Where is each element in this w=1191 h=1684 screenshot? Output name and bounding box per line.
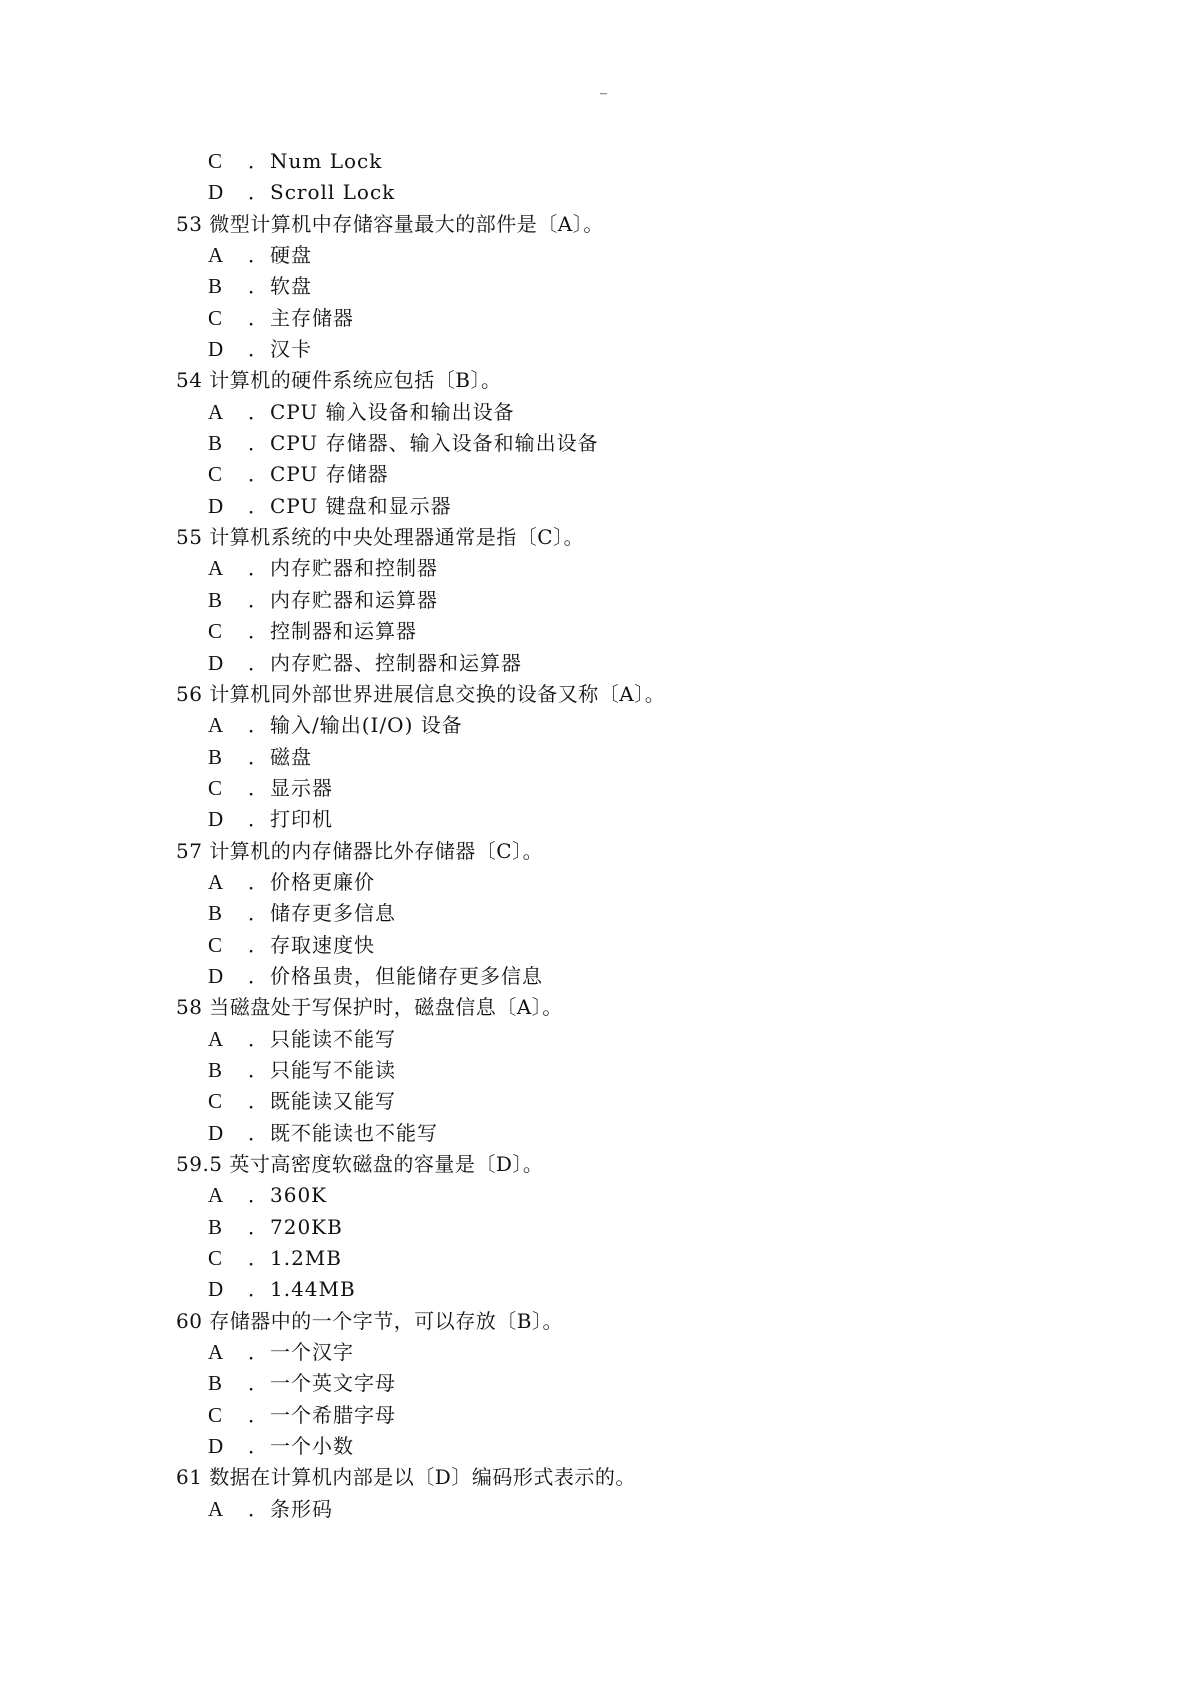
option-separator: ． (248, 1402, 268, 1427)
option-line (176, 1086, 1076, 1117)
option-line (176, 898, 1076, 929)
option-letter: C (208, 149, 223, 173)
option-letter: D (208, 963, 224, 988)
option-line (176, 742, 1076, 773)
option-line (176, 459, 1076, 490)
option-letter: C (208, 305, 223, 330)
option-separator: ． (248, 1246, 268, 1271)
option-line (176, 1243, 1076, 1274)
option-letter: A (208, 869, 224, 894)
option-letter: D (208, 493, 224, 518)
option-letter: B (208, 274, 223, 299)
option-text: 一个英文字母 (270, 1371, 396, 1396)
option-text: 一个希腊字母 (270, 1402, 396, 1427)
option-line (176, 1024, 1076, 1055)
question-line: 56 计算机同外部世界进展信息交换的设备又称〔A〕。 (176, 681, 666, 706)
option-separator: ． (248, 462, 268, 487)
option-letter: C (208, 1246, 223, 1271)
option-line (176, 491, 1076, 522)
page-header-mark: – (600, 86, 607, 101)
option-separator: ． (248, 650, 268, 675)
option-text: Num Lock (270, 149, 383, 173)
option-text: CPU 输入设备和输出设备 (270, 399, 515, 424)
option-separator: ． (248, 1183, 268, 1208)
option-text: 一个小数 (270, 1434, 354, 1459)
option-separator: ． (248, 556, 268, 581)
option-letter: A (208, 1496, 224, 1521)
option-line (176, 961, 1076, 992)
option-text: 汉卡 (270, 337, 312, 362)
option-separator: ． (248, 1057, 268, 1082)
option-letter: D (208, 650, 224, 675)
option-text: 既不能读也不能写 (270, 1120, 438, 1145)
option-text: 价格更廉价 (270, 869, 375, 894)
option-letter: B (208, 901, 223, 926)
option-separator: ． (248, 1214, 268, 1239)
option-letter: D (208, 1120, 224, 1145)
option-line (176, 1055, 1076, 1086)
option-letter: A (208, 1026, 224, 1051)
option-line (176, 271, 1076, 302)
option-line (176, 1400, 1076, 1431)
option-separator: ． (248, 1340, 268, 1365)
option-text: 主存储器 (270, 305, 354, 330)
option-letter: C (208, 462, 223, 487)
option-separator: ． (248, 901, 268, 926)
question-line: 53 微型计算机中存储容量最大的部件是〔A〕。 (176, 211, 604, 236)
option-separator: ． (248, 1026, 268, 1051)
option-separator: ． (248, 305, 268, 330)
option-separator: ． (248, 713, 268, 738)
option-line (176, 648, 1076, 679)
option-line (176, 177, 1076, 208)
option-letter: D (208, 1434, 224, 1459)
option-separator: ． (248, 744, 268, 769)
option-line (176, 1337, 1076, 1368)
option-separator: ． (248, 1496, 268, 1521)
option-line (176, 930, 1076, 961)
option-separator: ． (248, 587, 268, 612)
option-line (176, 334, 1076, 365)
option-separator: ． (248, 431, 268, 456)
question-line: 61 数据在计算机内部是以〔D〕编码形式表示的。 (176, 1465, 636, 1490)
option-separator: ． (248, 1277, 268, 1302)
option-text: 720KB (270, 1214, 343, 1239)
option-separator: ． (248, 149, 268, 173)
option-letter: A (208, 1340, 224, 1365)
option-separator: ． (248, 180, 268, 205)
option-text: CPU 存储器 (270, 462, 389, 487)
option-text: 输入/输出(I/O) 设备 (270, 713, 463, 738)
option-separator: ． (248, 1434, 268, 1459)
option-line (176, 428, 1076, 459)
option-letter: D (208, 807, 224, 832)
option-separator: ． (248, 619, 268, 644)
option-text: 磁盘 (270, 744, 312, 769)
option-text: CPU 存储器、输入设备和输出设备 (270, 431, 599, 456)
document-body (176, 146, 1076, 1525)
option-line (176, 1368, 1076, 1399)
option-text: 内存贮器和控制器 (270, 556, 438, 581)
option-separator: ． (248, 1089, 268, 1114)
question-line: 54 计算机的硬件系统应包括〔B〕。 (176, 368, 502, 393)
option-separator: ． (248, 775, 268, 800)
option-separator: ． (248, 963, 268, 988)
question-line: 58 当磁盘处于写保护时，磁盘信息〔A〕。 (176, 995, 563, 1020)
option-text: 一个汉字 (270, 1340, 354, 1365)
option-letter: D (208, 180, 224, 205)
option-letter: A (208, 1183, 224, 1208)
option-separator: ． (248, 274, 268, 299)
option-letter: B (208, 587, 223, 612)
option-letter: C (208, 1089, 223, 1114)
option-text: 既能读又能写 (270, 1089, 396, 1114)
option-separator: ． (248, 807, 268, 832)
option-letter: C (208, 619, 223, 644)
option-letter: B (208, 1057, 223, 1082)
option-letter: C (208, 775, 223, 800)
question-line: 59.5 英寸高密度软磁盘的容量是〔D〕。 (176, 1152, 544, 1176)
option-line (176, 146, 1076, 177)
option-separator: ． (248, 869, 268, 894)
option-line (176, 553, 1076, 584)
option-text: 360K (270, 1183, 328, 1208)
option-letter: A (208, 243, 224, 268)
option-letter: C (208, 932, 223, 957)
option-line (176, 1274, 1076, 1305)
option-text: CPU 键盘和显示器 (270, 493, 452, 518)
option-line (176, 397, 1076, 428)
option-line (176, 710, 1076, 741)
option-line (176, 1118, 1076, 1149)
option-letter: B (208, 1371, 223, 1396)
option-text: 内存贮器和运算器 (270, 587, 438, 612)
option-text: 只能读不能写 (270, 1026, 396, 1051)
option-text: 内存贮器、控制器和运算器 (270, 650, 522, 675)
option-letter: D (208, 1277, 224, 1302)
option-separator: ． (248, 1120, 268, 1145)
option-line (176, 804, 1076, 835)
option-line (176, 303, 1076, 334)
option-text: 软盘 (270, 274, 312, 299)
option-line (176, 1431, 1076, 1462)
option-line (176, 1494, 1076, 1525)
option-letter: A (208, 399, 224, 424)
option-text: 只能写不能读 (270, 1057, 396, 1082)
question-line: 55 计算机系统的中央处理器通常是指〔C〕。 (176, 525, 585, 550)
option-text: 条形码 (270, 1496, 333, 1521)
question-line: 60 存储器中的一个字节，可以存放〔B〕。 (176, 1308, 564, 1333)
option-letter: B (208, 744, 223, 769)
option-text: 硬盘 (270, 243, 312, 268)
option-letter: D (208, 337, 224, 362)
option-text: 打印机 (270, 807, 333, 832)
option-line (176, 773, 1076, 804)
option-separator: ． (248, 243, 268, 268)
option-text: 显示器 (270, 775, 333, 800)
option-line (176, 1212, 1076, 1243)
option-letter: A (208, 556, 224, 581)
option-separator: ． (248, 399, 268, 424)
option-text: 控制器和运算器 (270, 619, 417, 644)
question-line: 57 计算机的内存储器比外存储器〔C〕。 (176, 838, 544, 863)
option-letter: C (208, 1402, 223, 1427)
option-line (176, 585, 1076, 616)
option-text: 1.44MB (270, 1277, 356, 1302)
option-letter: B (208, 431, 223, 456)
option-separator: ． (248, 493, 268, 518)
option-separator: ． (248, 337, 268, 362)
option-letter: A (208, 713, 224, 738)
option-separator: ． (248, 1371, 268, 1396)
option-text: 存取速度快 (270, 932, 375, 957)
option-line (176, 616, 1076, 647)
option-line (176, 240, 1076, 271)
option-text: 储存更多信息 (270, 901, 396, 926)
option-separator: ． (248, 932, 268, 957)
option-line (176, 1180, 1076, 1211)
option-text: 价格虽贵，但能储存更多信息 (270, 963, 543, 988)
option-text: 1.2MB (270, 1246, 342, 1271)
option-letter: B (208, 1214, 223, 1239)
option-text: Scroll Lock (270, 180, 396, 205)
option-line (176, 867, 1076, 898)
